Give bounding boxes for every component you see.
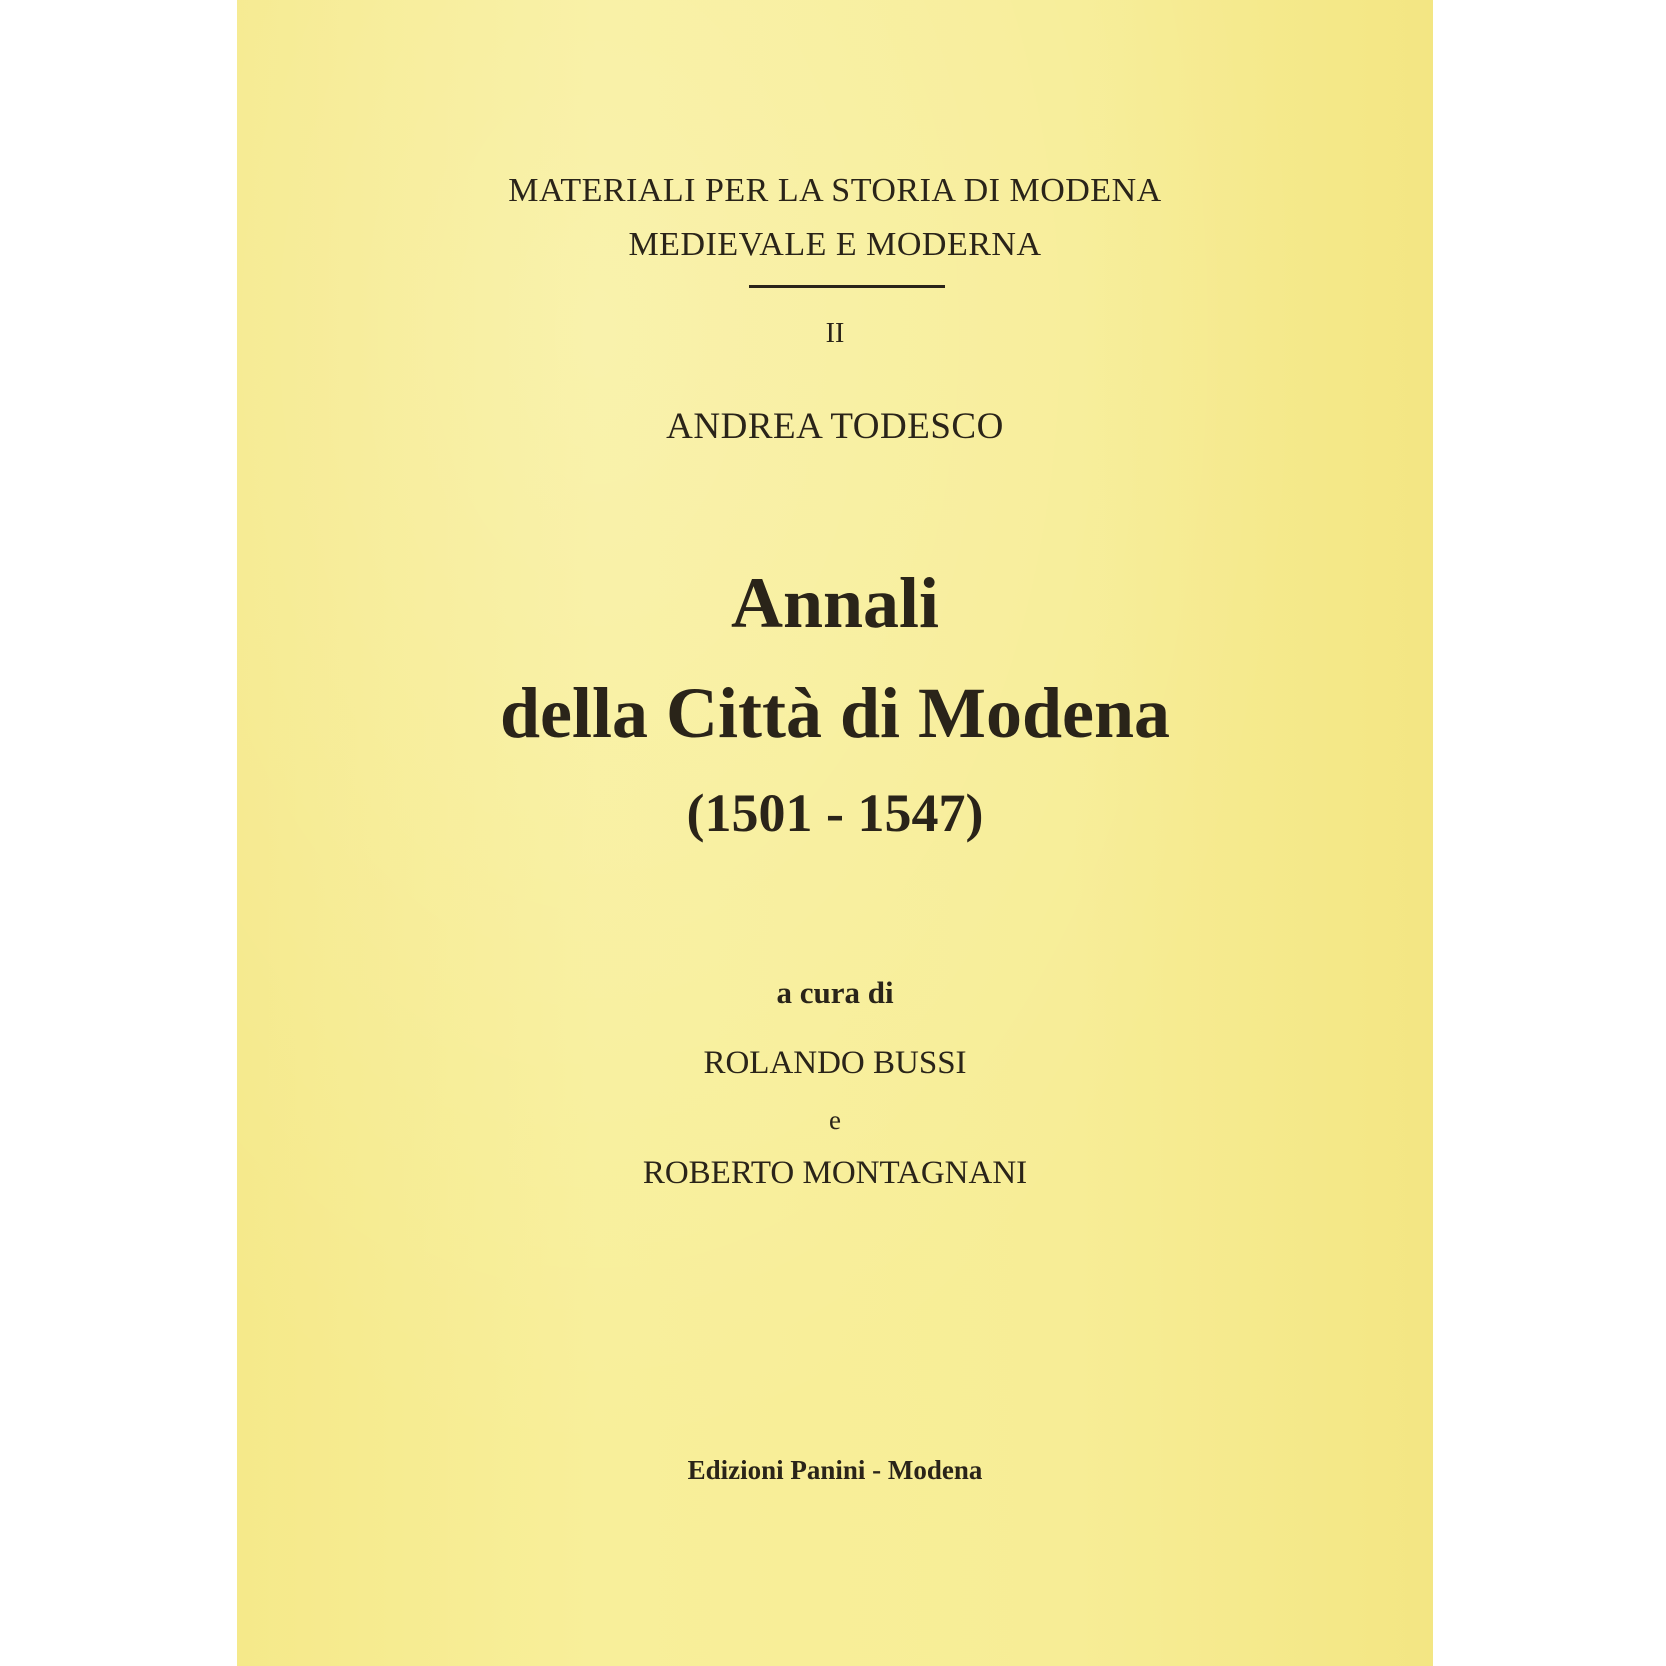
editor-name-2: ROBERTO MONTAGNANI <box>642 1155 1028 1191</box>
editor-conjunction: e <box>829 1105 841 1135</box>
editor-intro: a cura di <box>776 975 894 1010</box>
series-title-line-2: MEDIEVALE E MODERNA <box>628 226 1042 263</box>
author-name: ANDREA TODESCO <box>666 406 1004 447</box>
divider-rule <box>749 285 945 288</box>
book-title-years: (1501 - 1547) <box>686 783 984 843</box>
editor-name-1: ROLANDO BUSSI <box>703 1045 967 1081</box>
volume-number: II <box>825 318 845 349</box>
book-title-line-1: Annali <box>730 563 940 643</box>
book-title-line-2: della Città di Modena <box>499 673 1170 753</box>
book-cover <box>237 0 1433 1666</box>
publisher-imprint: Edizioni Panini - Modena <box>687 1455 983 1485</box>
series-title-line-1: MATERIALI PER LA STORIA DI MODENA <box>508 172 1162 209</box>
